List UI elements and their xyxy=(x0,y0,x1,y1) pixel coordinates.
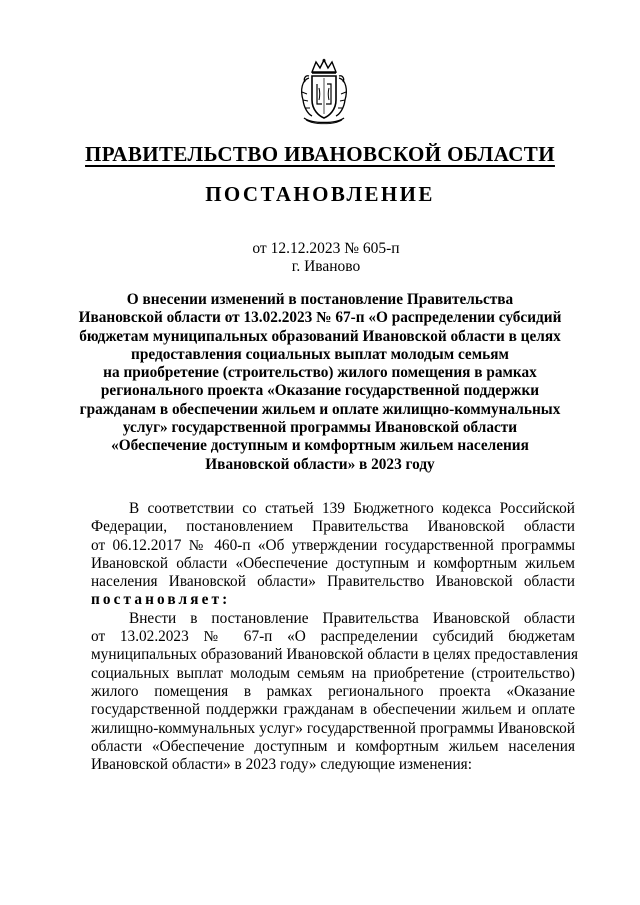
document-body xyxy=(91,500,578,774)
heading-line: услуг» государственной программы Ивановской области xyxy=(122,419,518,437)
body-line: населения Ивановской области» Правительство Ивановской области xyxy=(91,573,575,591)
body-line: Федерации, постановлением Правительства Ивановской области xyxy=(91,518,575,536)
resolves-line xyxy=(91,591,575,609)
government-title: ПРАВИТЕЛЬСТВО ИВАНОВСКОЙ ОБЛАСТИ xyxy=(85,142,555,166)
body-line: социальных выплат молодым семьям на приобретение (строительство) xyxy=(91,664,575,682)
body-line: от 06.12.2017 № 460-п «Об утверждении государственной программы xyxy=(91,536,575,554)
heading-line: Ивановской области от 13.02.2023 № 67-п «О распределении субсидий xyxy=(78,309,562,327)
body-line: жилищно-коммунальных услуг» государственной программы Ивановской xyxy=(91,719,575,737)
body-line: Внести в постановление Правительства Ивановской области xyxy=(129,609,575,627)
document-heading xyxy=(60,291,580,474)
body-line: муниципальных образований Ивановской области в целях предоставления xyxy=(91,646,578,664)
body-line: от 13.02.2023 № 67-п «О распределении субсидий бюджетам xyxy=(91,628,575,646)
heading-line: гражданам в обеспечении жильем и оплате жилищно-коммунальных xyxy=(79,400,561,418)
body-line: В соответствии со статьей 139 Бюджетного кодекса Российской xyxy=(129,500,575,517)
coat-of-arms-icon xyxy=(298,58,350,126)
heading-line: «Обеспечение доступным и комфортным жильем населения xyxy=(111,437,529,455)
body-line: области «Обеспечение доступным и комфортным жильем населения xyxy=(91,737,575,755)
document-date-number: от 12.12.2023 № 605-п xyxy=(252,240,400,257)
body-line: жилого помещения в рамках регионального проекта «Оказание xyxy=(91,682,575,700)
resolves-word: постановляет: xyxy=(91,591,231,609)
heading-line: на приобретение (строительство) жилого помещения в рамках xyxy=(103,364,537,382)
heading-line: регионального проекта «Оказание государственной поддержки xyxy=(100,382,540,400)
heading-line: Ивановской области» в 2023 году xyxy=(205,455,435,473)
document-city: г. Иваново xyxy=(291,258,361,275)
body-line: Ивановской области» в 2023 году» следующие изменения: xyxy=(91,756,472,774)
document-type-title: ПОСТАНОВЛЕНИЕ xyxy=(205,182,435,206)
heading-line: О внесении изменений в постановление Правительства xyxy=(126,291,514,308)
heading-line: бюджетам муниципальных образований Ивановской области в целях xyxy=(79,327,561,345)
heading-line: предоставления социальных выплат молодым семьям xyxy=(131,345,509,363)
body-line: Ивановской области «Обеспечение доступным и комфортным жильем xyxy=(91,554,575,572)
body-line: государственной поддержки гражданам в обеспечении жильем и оплате xyxy=(91,701,575,719)
